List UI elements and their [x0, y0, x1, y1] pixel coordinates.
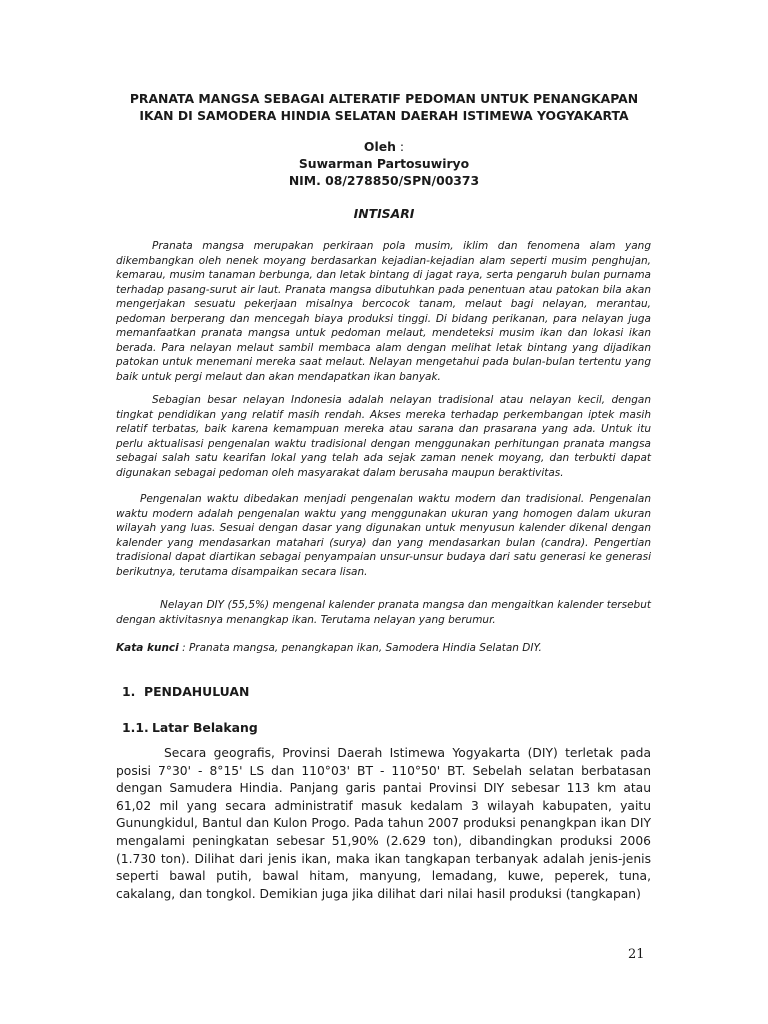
subsection-title: Latar Belakang — [152, 720, 258, 735]
abstract-heading: INTISARI — [353, 206, 415, 221]
section-number: 1. — [122, 684, 136, 699]
abstract-paragraph-4: Nelayan DIY (55,5%) mengenal kalender pranata mangsa dan mengaitkan kalender tersebut dengan aktivitasnya menangkap ikan. Terutama nelayan yang berumur. — [116, 599, 651, 626]
author-by-colon: : — [395, 139, 405, 154]
author-block — [100, 138, 668, 189]
section-title: PENDAHULUAN — [144, 684, 250, 699]
abstract-paragraph-1: Pranata mangsa merupakan perkiraan pola musim, iklim dan fenomena alam yang dikembangkan oleh nenek moyang berdasarkan kejadian-kejadian alam seperti musim penghujan, kemarau, musim tanaman berbunga, dan letak bintang di jagat raya, serta pengaruh bulan purnama terhadap pasang-surut air laut. Pranata mangsa dibutuhkan pada penentuan atau patokan bila akan mengerjakan sesuatu pekerjaan misalnya bercocok tanam, melaut bagi nelayan, merantau, pedoman berperang dan mencegah biaya produksi tinggi. Di bidang perikanan, para nelayan juga memanfaatkan pranata mangsa untuk pedoman melaut, mendeteksi musim ikan dan lokasi ikan berada. Para nelayan melaut sambil membaca alam dengan melihat letak bintang yang dijadikan patokan untuk menemani mereka saat melaut. Nelayan mengetahui pada bulan-bulan tertentu yang baik untuk pergi melaut dan akan mendapatkan ikan banyak. — [116, 240, 651, 383]
subsection-heading-latar-belakang — [122, 720, 258, 736]
title-line-1: PRANATA MANGSA SEBAGAI ALTERATIF PEDOMAN UNTUK PENANGKAPAN — [129, 91, 639, 106]
keywords-label: Kata kunci — [116, 642, 179, 654]
keywords-line — [116, 641, 651, 655]
body-paragraph: Secara geografis, Provinsi Daerah Istimewa Yogyakarta (DIY) terletak pada posisi 7°30' - 8°15' LS dan 110°03' BT - 110°50' BT. Sebelah selatan berbatasan dengan Samudera Hindia. Panjang garis pantai Provinsi DIY sebesar 113 km atau 61,02 mil yang secara administratif masuk kedalam 3 wilayah kabupaten, yaitu Gunungkidul, Bantul dan Kulon Progo. Pada tahun 2007 produksi penangkpan ikan DIY mengalami peningkatan sebesar 51,90% (2.629 ton), dibandingkan produksi 2006 (1.730 ton). Dilihat dari jenis ikan, maka ikan tangkapan terbanyak adalah jenis-jenis seperti bawal putih, bawal hitam, manyung, lemadang, kuwe, peperek, tuna, cakalang, dan tongkol. Demikian juga jika dilihat dari nilai hasil produksi (tangkapan) — [116, 746, 651, 901]
abstract-paragraph-3: Pengenalan waktu dibedakan menjadi pengenalan waktu modern dan tradisional. Pengenalan waktu modern adalah pengenalan waktu yang menggunakan ukuran yang homogen dalam ukuran wilayah yang luas. Sesuai dengan dasar yang digunakan untuk menyusun kalender dikenal dengan kalender yang mendasarkan matahari (surya) dan yang mendasarkan bulan (candra). Pengertian tradisional dapat diartikan sebagai penyampaian unsur-unsur budaya dari satu generasi ke generasi berikutnya, terutama disampaikan secara lisan. — [116, 493, 651, 578]
paper-title — [100, 90, 668, 124]
title-line-2: IKAN DI SAMODERA HINDIA SELATAN DAERAH ISTIMEWA YOGYAKARTA — [139, 108, 629, 123]
subsection-number: 1.1. — [122, 720, 149, 735]
keywords-text: : Pranata mangsa, penangkapan ikan, Samodera Hindia Selatan DIY. — [178, 642, 542, 654]
author-nim: NIM. 08/278850/SPN/00373 — [288, 173, 480, 188]
author-by-label: Oleh — [363, 139, 396, 154]
section-heading-pendahuluan — [122, 684, 249, 700]
author-name: Suwarman Partosuwiryo — [298, 156, 470, 171]
page-number: 21 — [628, 947, 645, 962]
abstract-paragraph-2: Sebagian besar nelayan Indonesia adalah nelayan tradisional atau nelayan kecil, dengan tingkat pendidikan yang relatif masih rendah. Akses mereka terhadap perkembangan iptek masih relatif terbatas, baik karena kemampuan mereka atau sarana dan prasarana yang ada. Untuk itu perlu aktualisasi pengenalan waktu tradisional dengan menggunakan perhitungan pranata mangsa sebagai salah satu kearifan lokal yang telah ada sejak zaman nenek moyang, dan terbukti dapat digunakan sebagai pedoman oleh masyarakat dalam berusaha maupun beraktivitas. — [116, 394, 651, 479]
author-by-line — [100, 138, 668, 155]
